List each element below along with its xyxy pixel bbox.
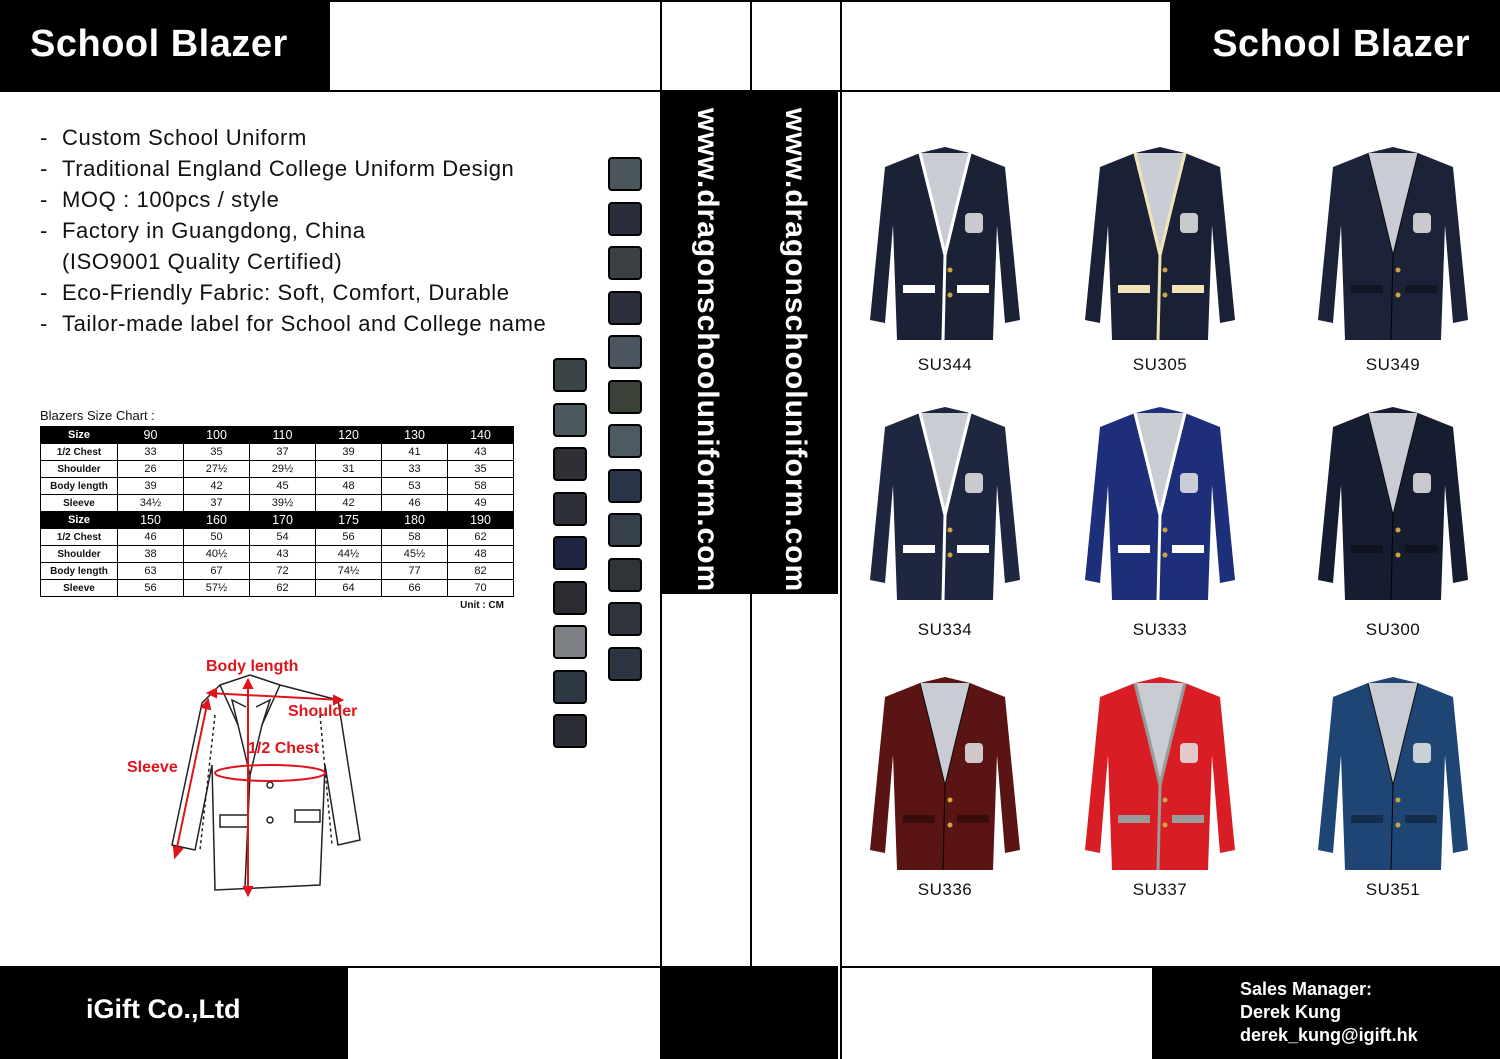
size-cell: 37: [184, 495, 250, 512]
size-cell: 57½: [184, 580, 250, 597]
size-cell: 31: [316, 461, 382, 478]
spine-line-3: [840, 0, 842, 1059]
fabric-swatch: [553, 625, 587, 659]
size-cell: 33: [382, 461, 448, 478]
fabric-swatch: [553, 358, 587, 392]
size-cell: 35: [448, 461, 514, 478]
size-cell: 56: [118, 580, 184, 597]
product-card[interactable]: [1303, 405, 1483, 655]
fabric-swatch: [553, 403, 587, 437]
header-box-spine-left: [660, 0, 752, 92]
measure-diagram: [120, 655, 380, 905]
fabric-swatch: [553, 492, 587, 526]
size-row-label: 1/2 Chest: [41, 529, 118, 546]
feature-item: - Tailor-made label for School and College name: [40, 311, 547, 336]
size-header-cell: 160: [184, 512, 250, 529]
fabric-swatch: [553, 581, 587, 615]
size-header-cell: 170: [250, 512, 316, 529]
product-card[interactable]: [1070, 145, 1250, 395]
header-box-right: [840, 0, 1172, 92]
size-cell: 53: [382, 478, 448, 495]
size-cell: 48: [316, 478, 382, 495]
feature-list: [40, 122, 546, 339]
size-cell: 56: [316, 529, 382, 546]
size-cell: 62: [250, 580, 316, 597]
feature-item: (ISO9001 Quality Certified): [62, 249, 343, 274]
size-row-label: Body length: [41, 478, 118, 495]
size-header-cell: 90: [118, 427, 184, 444]
label-sleeve: Sleeve: [127, 759, 178, 776]
size-cell: 82: [448, 563, 514, 580]
fabric-swatch: [608, 202, 642, 236]
fabric-swatch: [608, 335, 642, 369]
size-cell: 54: [250, 529, 316, 546]
header-left-bar: [0, 0, 330, 92]
fabric-swatch: [608, 602, 642, 636]
product-card[interactable]: [855, 145, 1035, 395]
blazer-outline-icon: [120, 655, 380, 905]
size-cell: 42: [184, 478, 250, 495]
fabric-swatch: [553, 447, 587, 481]
size-chart-title: Blazers Size Chart :: [40, 408, 155, 423]
page-title-right: School Blazer: [1212, 23, 1470, 65]
size-cell: 44½: [316, 546, 382, 563]
product-card[interactable]: [1303, 145, 1483, 395]
size-header-cell: 175: [316, 512, 382, 529]
label-chest: 1/2 Chest: [248, 740, 320, 757]
size-chart-unit: Unit : CM: [460, 600, 504, 611]
feature-item: - Traditional England College Uniform Design: [40, 156, 515, 181]
size-cell: 49: [448, 495, 514, 512]
size-cell: 40½: [184, 546, 250, 563]
product-code: SU337: [1132, 880, 1188, 899]
feature-item: - Factory in Guangdong, China: [40, 218, 366, 243]
size-cell: 72: [250, 563, 316, 580]
fabric-swatch: [608, 380, 642, 414]
header-box-left: [330, 0, 662, 92]
size-header-cell: 110: [250, 427, 316, 444]
header-box-spine-right: [750, 0, 842, 92]
size-row-label: Body length: [41, 563, 118, 580]
size-header-cell: 150: [118, 512, 184, 529]
spine-url-strip: [662, 92, 838, 594]
size-header-cell: 190: [448, 512, 514, 529]
sales-name: Derek Kung: [1240, 1002, 1342, 1022]
size-chart: [40, 426, 514, 611]
size-cell: 48: [448, 546, 514, 563]
size-row-label: 1/2 Chest: [41, 444, 118, 461]
product-card[interactable]: [1070, 405, 1250, 655]
size-cell: 39: [118, 478, 184, 495]
footer-box-left: [348, 966, 662, 1059]
size-cell: 27½: [184, 461, 250, 478]
product-code: SU334: [917, 620, 973, 639]
size-header-cell: 120: [316, 427, 382, 444]
header-right-bar: [1170, 0, 1500, 92]
size-cell: 46: [382, 495, 448, 512]
footer-spine-bar: [662, 966, 838, 1059]
size-row: [41, 546, 514, 563]
size-cell: 70: [448, 580, 514, 597]
size-cell: 74½: [316, 563, 382, 580]
sales-email[interactable]: derek_kung@igift.hk: [1240, 1025, 1418, 1045]
feature-item: - Custom School Uniform: [40, 125, 307, 150]
size-header-cell: 130: [382, 427, 448, 444]
feature-item: - Eco-Friendly Fabric: Soft, Comfort, Durable: [40, 280, 510, 305]
product-code: SU349: [1365, 355, 1421, 374]
product-card[interactable]: [1070, 675, 1250, 925]
size-cell: 45: [250, 478, 316, 495]
size-row: [41, 495, 514, 512]
product-code: SU305: [1132, 355, 1188, 374]
size-cell: 63: [118, 563, 184, 580]
size-row-label: Sleeve: [41, 495, 118, 512]
size-cell: 62: [448, 529, 514, 546]
sales-title: Sales Manager:: [1240, 979, 1373, 999]
size-cell: 77: [382, 563, 448, 580]
size-header-label: Size: [41, 512, 118, 529]
fabric-swatch: [608, 558, 642, 592]
size-cell: 58: [448, 478, 514, 495]
size-row: [41, 444, 514, 461]
size-cell: 35: [184, 444, 250, 461]
size-cell: 29½: [250, 461, 316, 478]
product-code: SU351: [1365, 880, 1421, 899]
footer-box-right: [840, 966, 1152, 1059]
size-row: [41, 478, 514, 495]
size-row-label: Shoulder: [41, 461, 118, 478]
size-cell: 26: [118, 461, 184, 478]
size-row: [41, 580, 514, 597]
size-cell: 38: [118, 546, 184, 563]
fabric-swatch: [608, 246, 642, 280]
fabric-swatch: [608, 424, 642, 458]
size-cell: 34½: [118, 495, 184, 512]
size-cell: 39½: [250, 495, 316, 512]
fabric-swatch: [553, 536, 587, 570]
size-header-cell: 100: [184, 427, 250, 444]
product-code: SU336: [917, 880, 973, 899]
size-cell: 64: [316, 580, 382, 597]
fabric-swatch: [608, 513, 642, 547]
size-cell: 67: [184, 563, 250, 580]
product-code: SU300: [1365, 620, 1421, 639]
size-cell: 37: [250, 444, 316, 461]
footer-left-bar: [0, 966, 348, 1059]
size-header-cell: 140: [448, 427, 514, 444]
size-cell: 45½: [382, 546, 448, 563]
size-cell: 33: [118, 444, 184, 461]
website-url-left: www.dragonschooluniform.com: [691, 108, 724, 593]
fabric-swatch: [608, 291, 642, 325]
size-cell: 39: [316, 444, 382, 461]
size-row: [41, 563, 514, 580]
product-code: SU333: [1132, 620, 1188, 639]
page-title-left: School Blazer: [30, 23, 288, 65]
fabric-swatch: [553, 670, 587, 704]
product-card[interactable]: [855, 675, 1035, 925]
size-cell: 46: [118, 529, 184, 546]
footer-right-bar: [1152, 966, 1500, 1059]
fabric-swatch: [553, 714, 587, 748]
label-body-length: Body length: [206, 658, 299, 675]
size-cell: 43: [250, 546, 316, 563]
feature-item: - MOQ : 100pcs / style: [40, 187, 280, 212]
size-cell: 66: [382, 580, 448, 597]
product-code: SU344: [917, 355, 973, 374]
size-cell: 41: [382, 444, 448, 461]
size-header-cell: 180: [382, 512, 448, 529]
size-row: [41, 461, 514, 478]
size-row-label: Sleeve: [41, 580, 118, 597]
size-cell: 43: [448, 444, 514, 461]
fabric-swatch: [608, 157, 642, 191]
company-name: iGift Co.,Ltd: [86, 994, 241, 1024]
product-card[interactable]: [855, 405, 1035, 655]
size-row: [41, 529, 514, 546]
size-header-label: Size: [41, 427, 118, 444]
size-cell: 58: [382, 529, 448, 546]
size-row-label: Shoulder: [41, 546, 118, 563]
website-url-right: www.dragonschooluniform.com: [779, 108, 812, 593]
fabric-swatch: [608, 469, 642, 503]
size-cell: 50: [184, 529, 250, 546]
contact-block: [1240, 978, 1418, 1047]
fabric-swatch: [608, 647, 642, 681]
label-shoulder: Shoulder: [288, 703, 358, 720]
product-card[interactable]: [1303, 675, 1483, 925]
size-cell: 42: [316, 495, 382, 512]
